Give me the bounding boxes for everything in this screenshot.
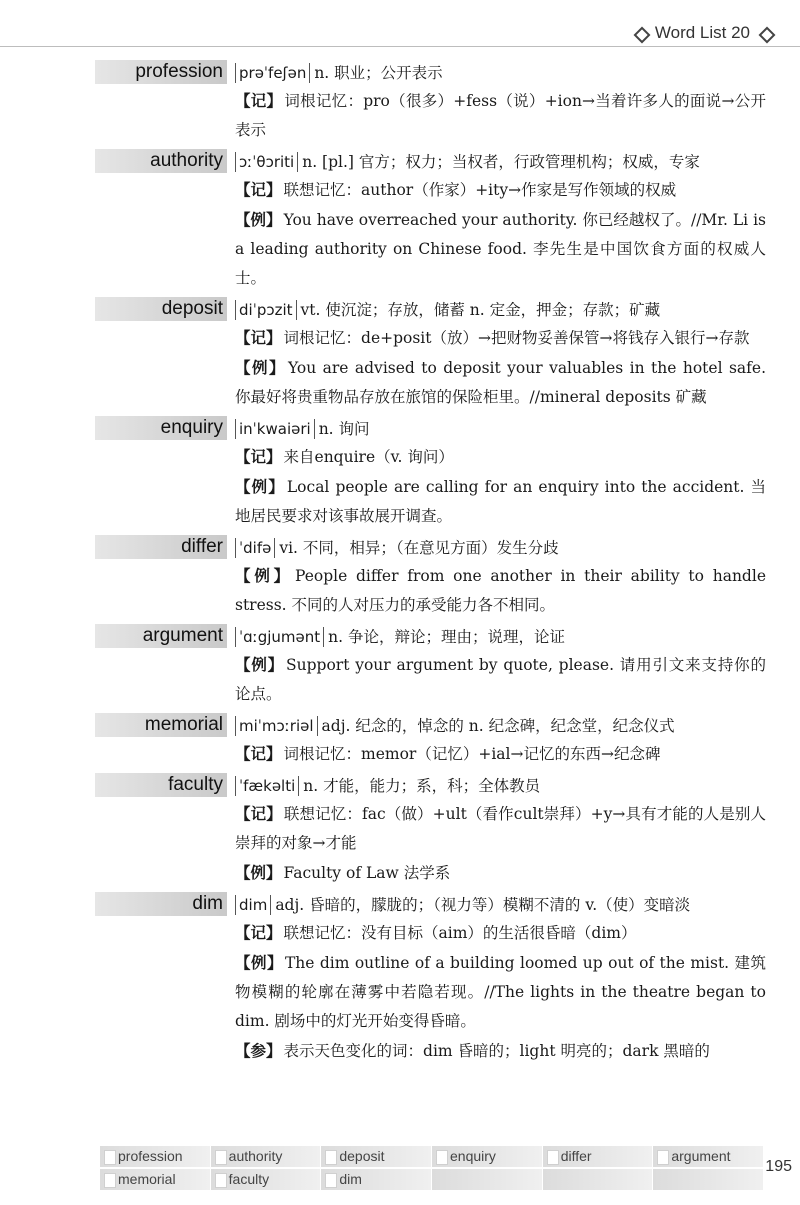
headword: enquiry xyxy=(95,416,227,440)
entry-enquiry xyxy=(0,416,800,531)
entry-profession xyxy=(0,60,800,145)
entry-deposit xyxy=(0,297,800,412)
index-word: argument xyxy=(653,1146,763,1167)
entry-argument xyxy=(0,624,800,709)
index-word: profession xyxy=(100,1146,210,1167)
phonetic: ˈɑːgjumənt xyxy=(235,627,324,647)
index-blank xyxy=(543,1169,653,1190)
entry-authority xyxy=(0,149,800,293)
diamond-icon xyxy=(758,26,772,40)
page-number: 195 xyxy=(765,1158,792,1175)
memory-note: 【记】 联想记忆：author（作家）+ity→作家是写作领域的权威 xyxy=(235,180,677,199)
index-word: enquiry xyxy=(432,1146,542,1167)
entry-memorial xyxy=(0,713,800,769)
headword: profession xyxy=(95,60,227,84)
definition: n. 询问 xyxy=(318,420,370,438)
reference-note: 【参】 表示天色变化的词：dim 昏暗的；light 明亮的；dark 黑暗的 xyxy=(235,1041,710,1060)
definition: n. [pl.] 官方；权力；当权者，行政管理机构；权威，专家 xyxy=(302,153,700,171)
word-list-title: Word List 20 xyxy=(654,23,750,42)
phonetic: dim xyxy=(235,895,271,915)
diamond-icon xyxy=(633,26,647,40)
headword: dim xyxy=(95,892,227,916)
word-index-bar xyxy=(100,1146,764,1192)
index-word: deposit xyxy=(321,1146,431,1167)
phonetic: ˈdifə xyxy=(235,538,275,558)
headword: memorial xyxy=(95,713,227,737)
index-word: faculty xyxy=(211,1169,321,1190)
phonetic: ɔːˈθɔriti xyxy=(235,152,298,172)
example-note: 【例】 Local people are calling for an enquiry into the accident. 当地居民要求对该事故展开调查。 xyxy=(235,477,766,525)
definition: adj. 纪念的，悼念的 n. 纪念碑，纪念堂，纪念仪式 xyxy=(321,717,675,735)
example-note: 【例】 You are advised to deposit your valuables in the hotel safe. 你最好将贵重物品存放在旅馆的保险柜里。//mineral deposits 矿藏 xyxy=(235,358,766,406)
entry-faculty xyxy=(0,773,800,888)
index-word: differ xyxy=(543,1146,653,1167)
entry-dim xyxy=(0,892,800,1066)
entry-differ xyxy=(0,535,800,620)
memory-note: 【记】 来自enquire（v. 询问） xyxy=(235,447,454,466)
index-word: dim xyxy=(321,1169,431,1190)
phonetic: ˈfækəlti xyxy=(235,776,299,796)
definition: adj. 昏暗的，朦胧的；（视力等）模糊不清的 v.（使）变暗淡 xyxy=(275,896,691,914)
phonetic: diˈpɔzit xyxy=(235,300,297,320)
index-word: authority xyxy=(211,1146,321,1167)
headword: deposit xyxy=(95,297,227,321)
header-divider xyxy=(0,46,800,47)
index-blank xyxy=(432,1169,542,1190)
index-word: memorial xyxy=(100,1169,210,1190)
phonetic: inˈkwaiəri xyxy=(235,419,315,439)
definition: vt. 使沉淀；存放，储蓄 n. 定金，押金；存款；矿藏 xyxy=(300,301,661,319)
example-note: 【例】 Support your argument by quote, please. 请用引文来支持你的论点。 xyxy=(235,655,766,703)
entry-list xyxy=(0,60,800,1070)
definition: n. 职业；公开表示 xyxy=(314,64,443,82)
headword: authority xyxy=(95,149,227,173)
phonetic: miˈmɔːriəl xyxy=(235,716,318,736)
headword: differ xyxy=(95,535,227,559)
memory-note: 【记】 联想记忆：fac（做）+ult（看作cult崇拜）+y→具有才能的人是别人崇拜的对象→才能 xyxy=(235,804,766,852)
memory-note: 【记】 词根记忆：memor（记忆）+ial→记忆的东西→纪念碑 xyxy=(235,744,661,763)
memory-note: 【记】 词根记忆：de+posit（放）→把财物妥善保管→将钱存入银行→存款 xyxy=(235,328,750,347)
definition: vi. 不同，相异；（在意见方面）发生分歧 xyxy=(279,539,559,557)
example-note: 【例】 People differ from one another in their ability to handle stress. 不同的人对压力的承受能力各不相同。 xyxy=(235,566,766,614)
headword: argument xyxy=(95,624,227,648)
definition: n. 才能，能力；系，科；全体教员 xyxy=(303,777,541,795)
headword: faculty xyxy=(95,773,227,797)
page-header xyxy=(633,18,772,48)
phonetic: prəˈfeʃən xyxy=(235,63,310,83)
example-note: 【例】 You have overreached your authority. 你已经越权了。//Mr. Li is a leading authority on Chinese food. 李先生是中国饮食方面的权威人士。 xyxy=(235,210,766,287)
example-note: 【例】 The dim outline of a building loomed up out of the mist. 建筑物模糊的轮廓在薄雾中若隐若现。//The lights in the theatre began to dim. 剧场中的灯光开始变得昏暗。 xyxy=(235,953,766,1030)
definition: n. 争论，辩论；理由；说理，论证 xyxy=(328,628,565,646)
memory-note: 【记】 联想记忆：没有目标（aim）的生活很昏暗（dim） xyxy=(235,923,637,942)
index-blank xyxy=(653,1169,763,1190)
memory-note: 【记】 词根记忆：pro（很多）+fess（说）+ion→当着许多人的面说→公开表示 xyxy=(235,91,766,139)
word-index-row xyxy=(100,1146,764,1167)
word-index-row xyxy=(100,1169,764,1190)
example-note: 【例】 Faculty of Law 法学系 xyxy=(235,863,451,882)
